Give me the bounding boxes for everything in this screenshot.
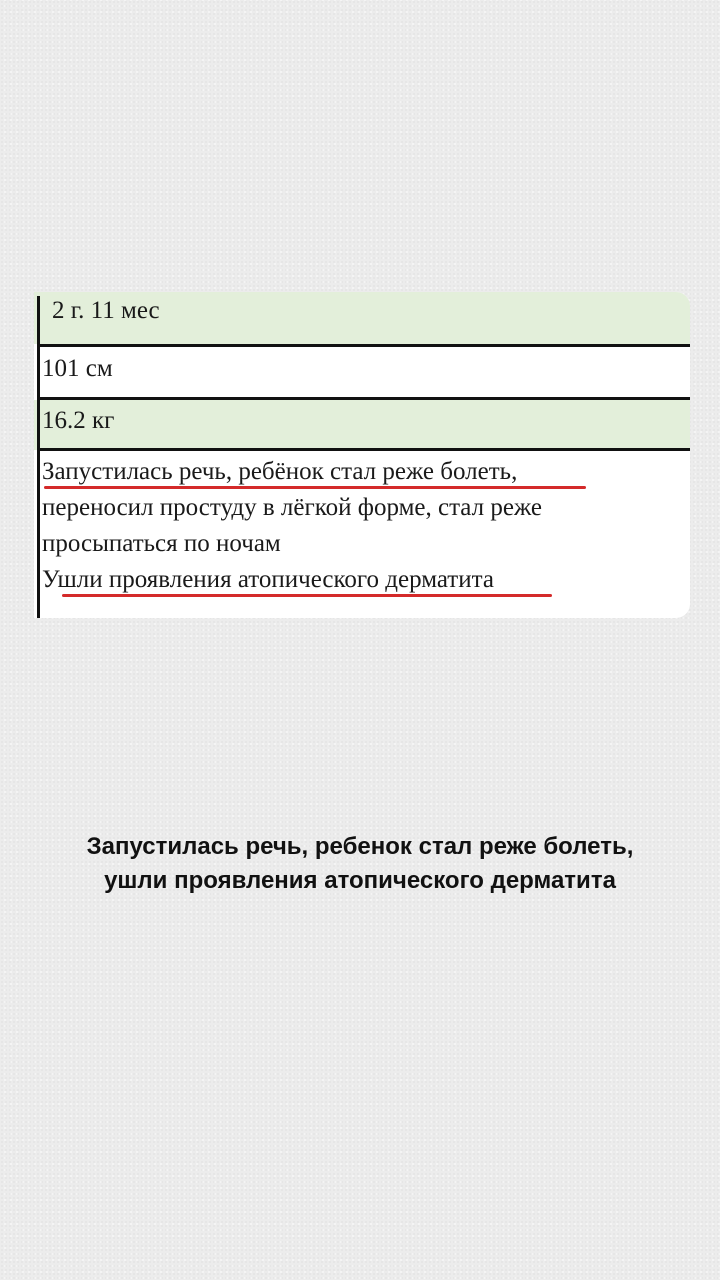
caption-line: Запустилась речь, ребенок стал реже болеть, [86, 833, 634, 860]
red-underline [44, 486, 586, 489]
note-line: переносил простуду в лёгкой форме, стал реже [42, 494, 542, 521]
note-line: просыпаться по ночам [42, 530, 281, 557]
table-left-border [37, 296, 40, 618]
weight-row [34, 400, 690, 450]
note-line: Ушли проявления атопического дерматита [42, 566, 494, 593]
table-card [34, 292, 690, 618]
row-divider [40, 448, 690, 451]
progress-note [42, 454, 670, 598]
note-line: Запустилась речь, ребёнок стал реже болеть, [42, 458, 518, 485]
weight-value: 16.2 кг [42, 407, 115, 434]
age-value: 2 г. 11 мес [52, 297, 160, 324]
height-row [34, 347, 690, 397]
height-value: 101 см [42, 355, 113, 382]
caption-line: ушли проявления атопического дерматита [104, 867, 616, 894]
red-underline [62, 594, 552, 597]
age-row [34, 292, 690, 344]
caption [0, 830, 720, 898]
